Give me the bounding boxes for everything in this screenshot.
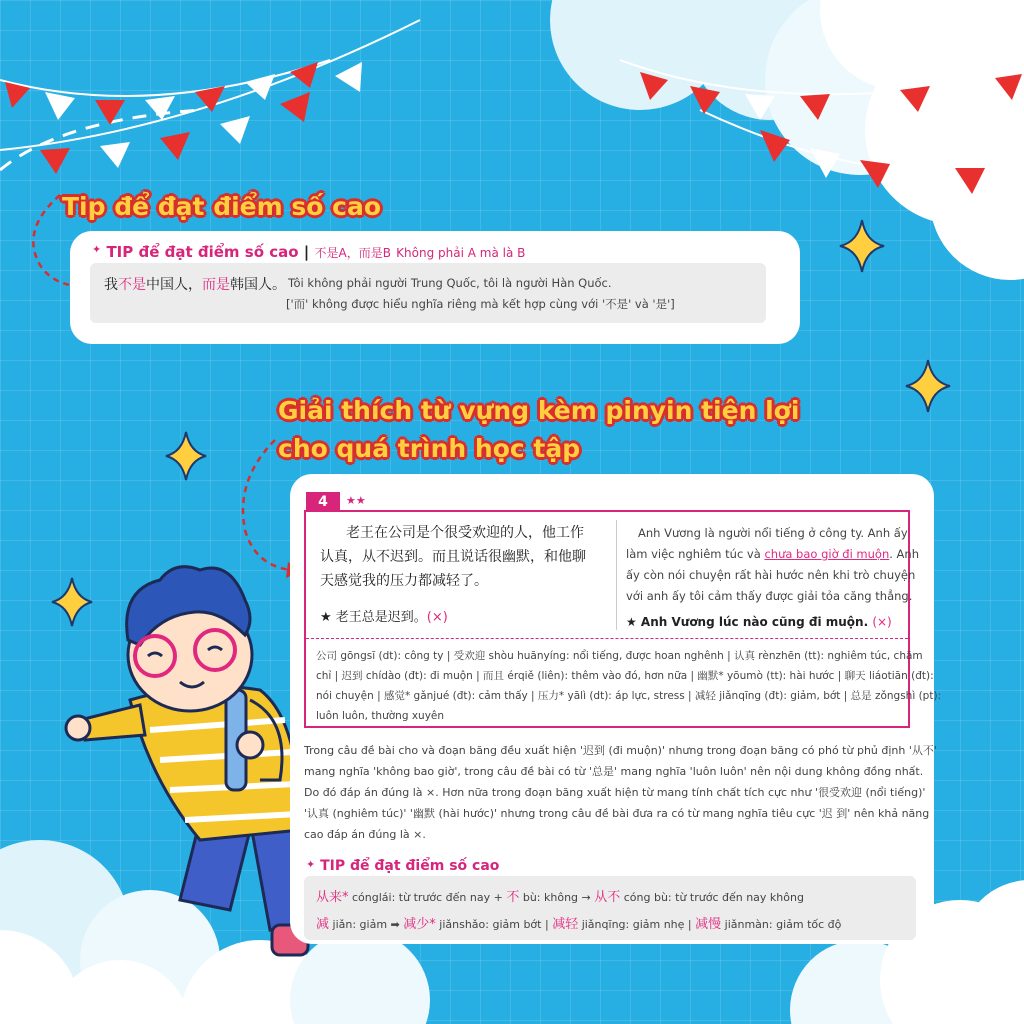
tip-bottom-row2: 减 jiǎn: giảm ➡ 减少* jiǎnshǎo: giảm bớt | 减轻 jiǎnqīng: giảm nhẹ | 减慢 jiǎnmàn: giảm tốc độ xyxy=(316,917,842,932)
example-note: ['而' không được hiểu nghĩa riêng mà kết hợp cùng với '不是' và '是'] xyxy=(286,297,675,311)
difficulty-stars: ★★ xyxy=(346,494,366,507)
tip-title xyxy=(92,243,525,261)
explanation-text: Trong câu đề bài cho và đoạn băng đều xuất hiện '迟到 (đi muộn)' nhưng trong đoạn băng có phó từ phủ định '从不' mang nghĩa 'không bao giờ', trong câu đề bài có từ '总是' mang nghĩa 'luôn luôn' nên nội dung không đồng nhất. Do đó đáp án đúng là ×. Hơn nữa trong đoạn băng xuất hiện từ mang tính chất tích cực như '很受欢迎 (nổi tiếng)' '认真 (nghiêm túc)' '幽默 (hài hước)' nhưng trong câu đề bài đưa ra có từ mang nghĩa tiêu cực '迟 到' nên khả năng cao đáp án đúng là ×. xyxy=(304,744,937,841)
tip-pattern-vi: Không phải A mà là B xyxy=(396,246,526,260)
tip-example-box xyxy=(90,263,766,323)
divider-vertical xyxy=(616,520,617,630)
tip-title-text: TIP để đạt điểm số cao xyxy=(106,243,299,261)
example-chinese: 我不是中国人，而是韩国人。 xyxy=(104,277,286,293)
passage-vietnamese: Anh Vương là người nổi tiếng ở công ty. Anh ấy làm việc nghiêm túc và chưa bao giờ đi muộn. Anh ấy còn nói chuyện rất hài hước nên khi trò chuyện với anh ấy tôi cảm thấy được giải tỏa căng thẳng. xyxy=(626,526,920,603)
headline-tip: Tip để đạt điểm số cao xyxy=(62,192,381,221)
divider-dashed xyxy=(306,638,908,639)
question-card xyxy=(290,474,942,944)
passage-chinese: 老王在公司是个很受欢迎的人，他工作 认真，从不迟到。而且说话很幽默，和他聊 天感觉我的压力都减轻了。 xyxy=(320,525,586,589)
question-box xyxy=(304,510,942,728)
question-number-badge: 4 xyxy=(306,492,340,512)
tip-bottom-row1: 从来* cónglái: từ trước đến nay + 不 bù: không → 从不 cóng bù: từ trước đến nay không xyxy=(316,890,804,905)
sparkle-icon: ✦ xyxy=(306,858,316,871)
sparkle-icon: ✦ xyxy=(92,243,102,256)
tip-divider: | xyxy=(303,243,315,261)
tip-pattern: 不是A，而是B xyxy=(314,246,391,260)
statement-chinese: ★ 老王总是迟到。(×) xyxy=(320,610,448,625)
tip-bottom-box xyxy=(304,876,916,940)
tip-card-top xyxy=(70,231,800,344)
statement-vietnamese: ★ Anh Vương lúc nào cũng đi muộn. (×) xyxy=(626,615,892,629)
headline-vocab-line2: cho quá trình học tập xyxy=(278,434,581,463)
headline-vocab-line1: Giải thích từ vựng kèm pinyin tiện lợi xyxy=(278,396,800,425)
tip-title-bottom: ✦ TIP để đạt điểm số cao xyxy=(306,858,500,874)
example-vietnamese: Tôi không phải người Trung Quốc, tôi là người Hàn Quốc. xyxy=(288,276,612,290)
vocabulary-list: 公司 gōngsī (dt): công ty | 受欢迎 shòu huānyíng: nổi tiếng, được hoan nghênh | 认真 rènzhēn (tt): nghiêm túc, chăm chỉ | 迟到 chídào (đt): đi muộn | 而且 érqiě (liên): thêm vào đó, hơn nữa | 幽默* yōumò (tt): hài hước | 聊天 liáotiān (đt): nói chuyện | 感觉* gǎnjué (đt): cảm thấy | 压力* yālì (dt): áp lực, stress | 减轻 jiǎnqīng (đt): giảm, bớt | 总是 zǒngshì (pt): luôn luôn, thường xuyên xyxy=(316,650,942,722)
